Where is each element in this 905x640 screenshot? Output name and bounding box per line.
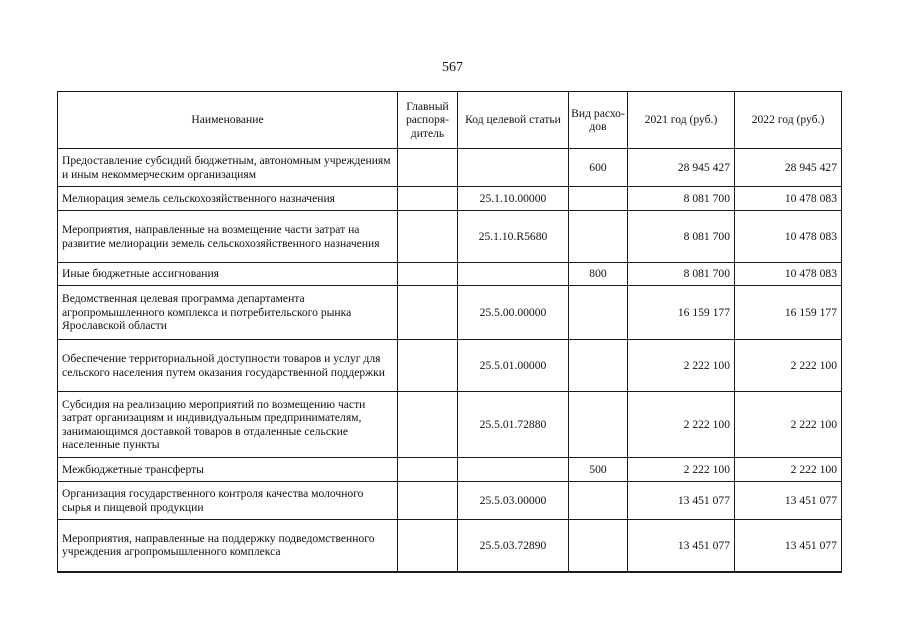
row-year-2022: 10 478 083: [735, 187, 842, 211]
row-year-2022: 13 451 077: [735, 520, 842, 572]
header-target-code: Код целевой статьи: [458, 92, 569, 149]
row-name: Мероприятия, направленные на поддержку подведомственного учреждения агропромышленного комплекса: [58, 520, 398, 572]
row-main-admin: [398, 263, 458, 286]
row-year-2021: 28 945 427: [628, 149, 735, 187]
row-name: Иные бюджетные ассигнования: [58, 263, 398, 286]
row-main-admin: [398, 458, 458, 482]
row-year-2022: 10 478 083: [735, 263, 842, 286]
header-year-2022: 2022 год (руб.): [735, 92, 842, 149]
row-expense-type: [569, 211, 628, 263]
row-year-2021: 13 451 077: [628, 482, 735, 520]
row-target-code: [458, 458, 569, 482]
budget-table: [57, 91, 842, 573]
header-main-admin: Главный распоря-дитель: [398, 92, 458, 149]
row-main-admin: [398, 211, 458, 263]
row-target-code: 25.5.03.00000: [458, 482, 569, 520]
row-name: Мелиорация земель сельскохозяйственного назначения: [58, 187, 398, 211]
row-target-code: 25.5.03.72890: [458, 520, 569, 572]
row-target-code: 25.5.01.00000: [458, 340, 569, 392]
row-year-2021: 13 451 077: [628, 520, 735, 572]
row-target-code: 25.5.01.72880: [458, 392, 569, 458]
row-year-2022: 2 222 100: [735, 458, 842, 482]
row-year-2022: 13 451 077: [735, 482, 842, 520]
table-row: [58, 187, 842, 211]
row-name: Предоставление субсидий бюджетным, автономным учреждениям и иным некоммерческим организациям: [58, 149, 398, 187]
row-year-2022: 2 222 100: [735, 340, 842, 392]
header-name: Наименование: [58, 92, 398, 149]
row-name: Субсидия на реализацию мероприятий по возмещению части затрат организациям и индивидуальным предпринимателям, занимающимся доставкой товаров в отдаленные сельские населенные пункты: [58, 392, 398, 458]
row-name: Организация государственного контроля качества молочного сырья и пищевой продукции: [58, 482, 398, 520]
row-year-2022: 16 159 177: [735, 286, 842, 340]
row-expense-type: [569, 286, 628, 340]
row-expense-type: [569, 392, 628, 458]
row-expense-type: 500: [569, 458, 628, 482]
table-row: [58, 263, 842, 286]
row-name: Мероприятия, направленные на возмещение части затрат на развитие мелиорации земель сельскохозяйственного назначения: [58, 211, 398, 263]
row-name: Ведомственная целевая программа департамента агропромышленного комплекса и потребительского рынка Ярославской области: [58, 286, 398, 340]
row-main-admin: [398, 286, 458, 340]
row-main-admin: [398, 340, 458, 392]
row-expense-type: [569, 340, 628, 392]
row-year-2021: 2 222 100: [628, 340, 735, 392]
table-row: [58, 286, 842, 340]
row-main-admin: [398, 482, 458, 520]
table-row: [58, 340, 842, 392]
row-year-2021: 2 222 100: [628, 392, 735, 458]
header-year-2021: 2021 год (руб.): [628, 92, 735, 149]
table-row: [58, 482, 842, 520]
row-main-admin: [398, 187, 458, 211]
table-row: [58, 458, 842, 482]
row-target-code: 25.5.00.00000: [458, 286, 569, 340]
row-year-2022: 28 945 427: [735, 149, 842, 187]
row-year-2021: 16 159 177: [628, 286, 735, 340]
row-expense-type: [569, 482, 628, 520]
row-target-code: [458, 263, 569, 286]
row-expense-type: [569, 520, 628, 572]
table-row: [58, 520, 842, 572]
row-name: Обеспечение территориальной доступности товаров и услуг для сельского населения путем оказания государственной поддержки: [58, 340, 398, 392]
row-year-2021: 8 081 700: [628, 187, 735, 211]
row-expense-type: 800: [569, 263, 628, 286]
row-main-admin: [398, 149, 458, 187]
table-row: [58, 149, 842, 187]
row-target-code: 25.1.10.R5680: [458, 211, 569, 263]
row-year-2022: 10 478 083: [735, 211, 842, 263]
table-row: [58, 392, 842, 458]
row-main-admin: [398, 520, 458, 572]
page-number: 567: [442, 60, 463, 75]
row-year-2022: 2 222 100: [735, 392, 842, 458]
row-name: Межбюджетные трансферты: [58, 458, 398, 482]
header-expense-type: Вид расхо-дов: [569, 92, 628, 149]
row-year-2021: 8 081 700: [628, 263, 735, 286]
table-row: [58, 211, 842, 263]
row-target-code: [458, 149, 569, 187]
row-year-2021: 2 222 100: [628, 458, 735, 482]
row-year-2021: 8 081 700: [628, 211, 735, 263]
row-expense-type: [569, 187, 628, 211]
table-header-row: [58, 92, 842, 149]
row-target-code: 25.1.10.00000: [458, 187, 569, 211]
row-expense-type: 600: [569, 149, 628, 187]
row-main-admin: [398, 392, 458, 458]
